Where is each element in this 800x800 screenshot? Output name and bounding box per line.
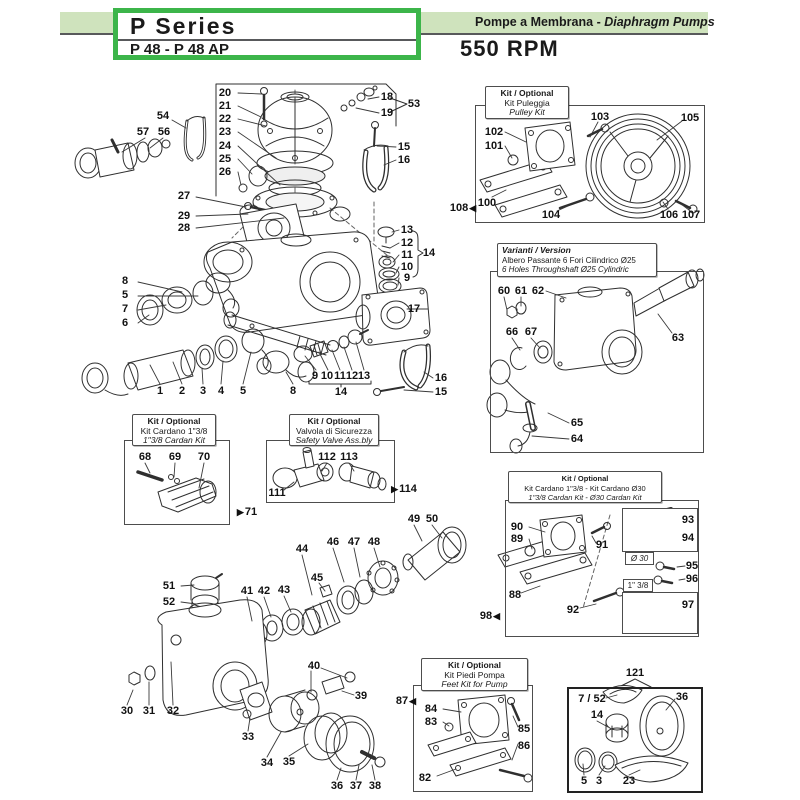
triangle-left-icon: ◀ bbox=[469, 202, 477, 213]
part-callout-52: 52 bbox=[162, 596, 176, 608]
part-callout-62: 62 bbox=[531, 285, 545, 297]
part-callout-6: 6 bbox=[121, 317, 129, 329]
part-callout-63: 63 bbox=[671, 332, 685, 344]
part-callout-5: 5 bbox=[580, 775, 588, 787]
part-callout-84: 84 bbox=[424, 703, 438, 715]
part-callout-90: 90 bbox=[510, 521, 524, 533]
series-title: P Series bbox=[118, 13, 416, 41]
part-callout-31: 31 bbox=[142, 705, 156, 717]
part-callout-69: 69 bbox=[168, 451, 182, 463]
part-callout-56: 56 bbox=[157, 126, 171, 138]
part-callout-65: 65 bbox=[570, 417, 584, 429]
part-callout-1: 1 bbox=[156, 385, 164, 397]
kit-title-variant: Varianti / Version Albero Passante 6 Fori Cilindrico Ø25 6 Holes Throughshaft Ø25 Cylindric bbox=[497, 243, 657, 277]
part-callout-3: 3 bbox=[595, 775, 603, 787]
part-callout-23: 23 bbox=[622, 775, 636, 787]
part-callout-82: 82 bbox=[418, 772, 432, 784]
part-callout-11: 11 bbox=[401, 249, 413, 261]
part-callout-57: 57 bbox=[136, 126, 150, 138]
part-callout-23: 23 bbox=[218, 126, 232, 138]
triangle-left-icon: ◀ bbox=[409, 695, 417, 706]
part-callout-47: 47 bbox=[347, 536, 361, 548]
part-callout-11: 11 bbox=[334, 370, 346, 382]
triangle-left-icon: ◀ bbox=[493, 610, 501, 621]
part-callout-67: 67 bbox=[524, 326, 538, 338]
part-callout-96: 96 bbox=[685, 573, 699, 585]
kit-title-safety-valve: Kit / Optional Valvola di Sicurezza Safety Valve Ass.bly bbox=[289, 414, 379, 446]
pump-body-lower bbox=[129, 600, 385, 772]
fork-clamp-lower bbox=[374, 345, 429, 396]
part-callout-111: 111 bbox=[268, 487, 286, 499]
part-callout-7: 7 bbox=[121, 303, 129, 315]
part-callout-94: 94 bbox=[681, 532, 695, 544]
part-callout-752: 7 / 52 bbox=[578, 693, 606, 705]
part-callout-85: 85 bbox=[517, 723, 531, 735]
part-callout-46: 46 bbox=[326, 536, 340, 548]
kit-title-cardan38: Kit / Optional Kit Cardano 1"3/8 1"3/8 Cardan Kit bbox=[132, 414, 216, 446]
part-callout-38: 38 bbox=[368, 780, 382, 792]
part-callout-3: 3 bbox=[199, 385, 207, 397]
part-callout-22: 22 bbox=[218, 113, 232, 125]
part-callout-37: 37 bbox=[349, 780, 363, 792]
part-callout-91: 91 bbox=[595, 539, 609, 551]
part-callout-5: 5 bbox=[121, 289, 129, 301]
part-callout-66: 66 bbox=[505, 326, 519, 338]
kit-box-variant bbox=[490, 271, 704, 453]
part-callout-100: 100 bbox=[477, 197, 497, 209]
assembly-marker-87: 87 ◀ bbox=[395, 695, 417, 707]
part-callout-89: 89 bbox=[510, 533, 524, 545]
part-callout-16: 16 bbox=[397, 154, 411, 166]
part-callout-27: 27 bbox=[177, 190, 191, 202]
part-callout-10: 10 bbox=[320, 370, 334, 382]
part-callout-14: 14 bbox=[590, 709, 604, 721]
part-callout-97: 97 bbox=[681, 599, 695, 611]
part-callout-28: 28 bbox=[177, 222, 191, 234]
part-callout-41: 41 bbox=[240, 585, 254, 597]
assembly-marker-114: ▶ 114 bbox=[391, 483, 417, 495]
part-callout-14: 14 bbox=[422, 247, 436, 259]
part-callout-48: 48 bbox=[367, 536, 381, 548]
rpm-value: 550 RPM bbox=[460, 36, 559, 61]
part-callout-4: 4 bbox=[217, 385, 225, 397]
kit-title-pulley: Kit / Optional Kit Puleggia Pulley Kit bbox=[485, 86, 569, 119]
part-callout-44: 44 bbox=[295, 543, 309, 555]
label-1-3-8: 1" 3/8 bbox=[623, 579, 653, 592]
part-callout-95: 95 bbox=[685, 560, 699, 572]
part-callout-25: 25 bbox=[218, 153, 232, 165]
part-callout-21: 21 bbox=[218, 100, 232, 112]
part-callout-32: 32 bbox=[166, 705, 180, 717]
part-callout-36: 36 bbox=[675, 691, 689, 703]
part-callout-43: 43 bbox=[277, 584, 291, 596]
part-callout-92: 92 bbox=[566, 604, 580, 616]
part-callout-29: 29 bbox=[177, 210, 191, 222]
assembly-marker-108: 108 ◀ bbox=[449, 202, 477, 214]
part-callout-8: 8 bbox=[289, 385, 297, 397]
part-callout-50: 50 bbox=[425, 513, 439, 525]
part-callout-35: 35 bbox=[282, 756, 296, 768]
part-callout-36: 36 bbox=[330, 780, 344, 792]
part-callout-86: 86 bbox=[517, 740, 531, 752]
part-callout-20: 20 bbox=[218, 87, 232, 99]
part-callout-9: 9 bbox=[311, 370, 319, 382]
part-callout-64: 64 bbox=[570, 433, 584, 445]
head-assembly bbox=[239, 86, 377, 221]
part-callout-10: 10 bbox=[400, 261, 414, 273]
part-callout-15: 15 bbox=[434, 386, 448, 398]
triangle-right-icon: ▶ bbox=[391, 483, 399, 494]
bracket-14-right bbox=[413, 231, 423, 277]
part-callout-93: 93 bbox=[681, 514, 695, 526]
part-callout-14: 14 bbox=[334, 386, 348, 398]
part-callout-26: 26 bbox=[218, 166, 232, 178]
part-callout-19: 19 bbox=[380, 107, 394, 119]
part-callout-2: 2 bbox=[178, 385, 186, 397]
part-callout-112: 112 bbox=[318, 451, 336, 463]
wire-clip bbox=[185, 117, 205, 160]
part-callout-40: 40 bbox=[307, 660, 321, 672]
page-subtitle: Pompe a Membrana - Diaphragm Pumps bbox=[475, 15, 715, 29]
part-callout-113: 113 bbox=[340, 451, 358, 463]
hose-fittings bbox=[75, 139, 170, 178]
part-callout-5: 5 bbox=[239, 385, 247, 397]
part-callout-53: 53 bbox=[407, 98, 421, 110]
part-callout-51: 51 bbox=[162, 580, 176, 592]
part-callout-54: 54 bbox=[156, 110, 170, 122]
part-callout-17: 17 bbox=[407, 303, 421, 315]
part-callout-18: 18 bbox=[380, 91, 394, 103]
part-callout-101: 101 bbox=[484, 140, 504, 152]
part-callout-9: 9 bbox=[403, 272, 411, 284]
part-callout-15: 15 bbox=[397, 141, 411, 153]
part-callout-33: 33 bbox=[241, 731, 255, 743]
series-models: P 48 - P 48 AP bbox=[130, 41, 229, 58]
part-callout-70: 70 bbox=[197, 451, 211, 463]
part-callout-103: 103 bbox=[590, 111, 610, 123]
part-callout-104: 104 bbox=[541, 209, 561, 221]
kit-title-cardan30: Kit / Optional Kit Cardano 1"3/8 - Kit Cardano Ø30 1"3/8 Cardan Kit - Ø30 Cardan Kit bbox=[508, 471, 662, 503]
part-callout-106: 106 bbox=[659, 209, 679, 221]
triangle-right-icon: ▶ bbox=[236, 506, 244, 517]
part-callout-24: 24 bbox=[218, 140, 232, 152]
part-callout-30: 30 bbox=[120, 705, 134, 717]
part-callout-102: 102 bbox=[484, 126, 504, 138]
part-callout-49: 49 bbox=[407, 513, 421, 525]
part-callout-121: 121 bbox=[625, 667, 645, 679]
part-callout-105: 105 bbox=[680, 112, 700, 124]
label-o30: Ø 30 bbox=[625, 552, 654, 565]
part-callout-13: 13 bbox=[400, 224, 414, 236]
part-callout-42: 42 bbox=[257, 585, 271, 597]
part-callout-13: 13 bbox=[357, 370, 371, 382]
part-callout-16: 16 bbox=[434, 372, 448, 384]
part-callout-88: 88 bbox=[508, 589, 522, 601]
part-callout-61: 61 bbox=[514, 285, 528, 297]
part-callout-68: 68 bbox=[138, 451, 152, 463]
part-callout-45: 45 bbox=[310, 572, 324, 584]
part-callout-12: 12 bbox=[345, 370, 359, 382]
assembly-marker-98: 98 ◀ bbox=[479, 610, 501, 622]
part-callout-34: 34 bbox=[260, 757, 274, 769]
part-callout-12: 12 bbox=[400, 237, 414, 249]
part-callout-60: 60 bbox=[497, 285, 511, 297]
fork-clamp-upper bbox=[364, 122, 388, 191]
kit-title-feet: Kit / Optional Kit Piedi Pompa Feet Kit for Pump bbox=[421, 658, 528, 691]
part-callout-39: 39 bbox=[354, 690, 368, 702]
assembly-marker-71: ▶ 71 bbox=[236, 506, 258, 518]
part-callout-8: 8 bbox=[121, 275, 129, 287]
part-callout-107: 107 bbox=[681, 209, 701, 221]
part-callout-83: 83 bbox=[424, 716, 438, 728]
